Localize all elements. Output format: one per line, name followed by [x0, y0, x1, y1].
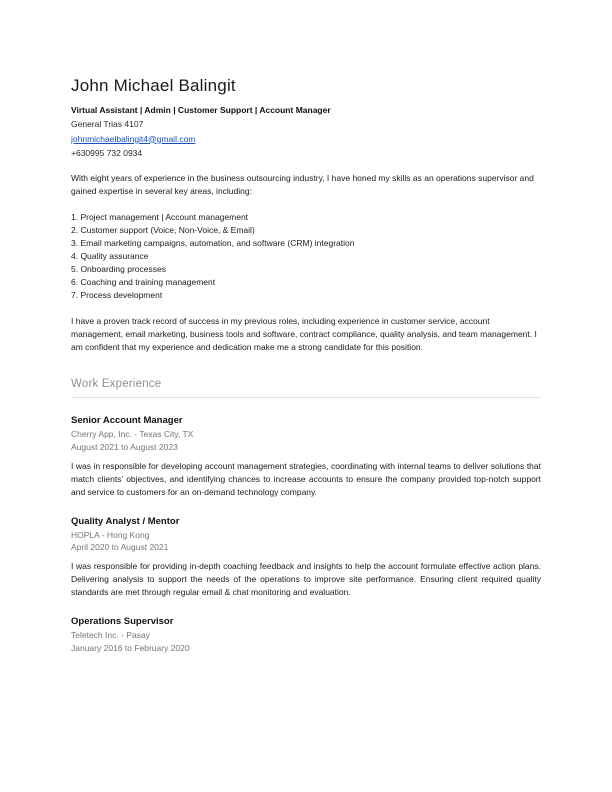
job-company: Teletech Inc. - Pasay: [71, 630, 150, 640]
skill-item: 3. Email marketing campaigns, automation, and software (CRM) integration: [71, 238, 355, 248]
summary-section: [71, 172, 541, 354]
job-company: HOPLA - Hong Kong: [71, 529, 150, 540]
candidate-headline: Virtual Assistant | Admin | Customer Support | Account Manager: [71, 105, 331, 115]
candidate-location: General Trias 4107: [71, 119, 144, 129]
skill-item: 6. Coaching and training management: [71, 277, 216, 287]
work-experience-section: [71, 415, 541, 653]
summary-closing: I have a proven track record of success in my previous roles, including experience in customer service, account management, email marketing, business tools and software, contract compliance, quality analysis, and team management. I am confident that my experience and dedication make me a strong candidate for this position.: [71, 316, 537, 352]
job-description: I was responsible for providing in-depth coaching feedback and insights to help the account formulate effective action plans. Delivering analysis to support the needs of the operations to improve site performance. Ensuring client required quality standards are met through regular email & chat monitoring and evaluation.: [71, 561, 541, 597]
work-experience-heading: Work Experience: [71, 378, 541, 398]
job-dates: April 2020 to August 2021: [71, 542, 169, 552]
job-title: Quality Analyst / Mentor: [71, 515, 180, 527]
job-entry: [71, 516, 541, 600]
skill-item: 4. Quality assurance: [71, 251, 149, 261]
job-entry: [71, 616, 541, 653]
job-dates: August 2021 to August 2023: [71, 441, 178, 452]
job-company: Cherry App, Inc. - Texas City, TX: [71, 429, 194, 439]
skill-item: 7. Process development: [71, 290, 163, 300]
candidate-name: John Michael Balingit: [71, 76, 236, 95]
job-entry: [71, 415, 541, 499]
job-title: Senior Account Manager: [71, 415, 183, 426]
job-description: I was in responsible for developing account management strategies, coordinating with internal teams to deliver solutions that match clients’ objectives, and identifying chances to increase accounts to ensure the company provided top-notch support and service to customers for an on-demand technology company.: [71, 460, 541, 497]
candidate-email-line: [71, 134, 541, 144]
summary-intro: With eight years of experience in the business outsourcing industry, I have honed my skills as an operations supervisor and gained expertise in several key areas, including:: [71, 173, 534, 196]
candidate-phone: +630995 732 0934: [71, 148, 143, 158]
job-title: Operations Supervisor: [71, 616, 174, 627]
job-dates: January 2016 to February 2020: [71, 642, 190, 653]
skill-item: 1. Project management | Account management: [71, 212, 249, 222]
skill-item: 2. Customer support (Voice, Non-Voice, & Email): [71, 225, 255, 235]
resume-header: [71, 76, 541, 158]
email-link[interactable]: johnmichaelbalingit4@gmail.com: [71, 133, 196, 144]
skills-list: [71, 211, 541, 302]
skill-item: 5. Onboarding processes: [71, 264, 166, 274]
